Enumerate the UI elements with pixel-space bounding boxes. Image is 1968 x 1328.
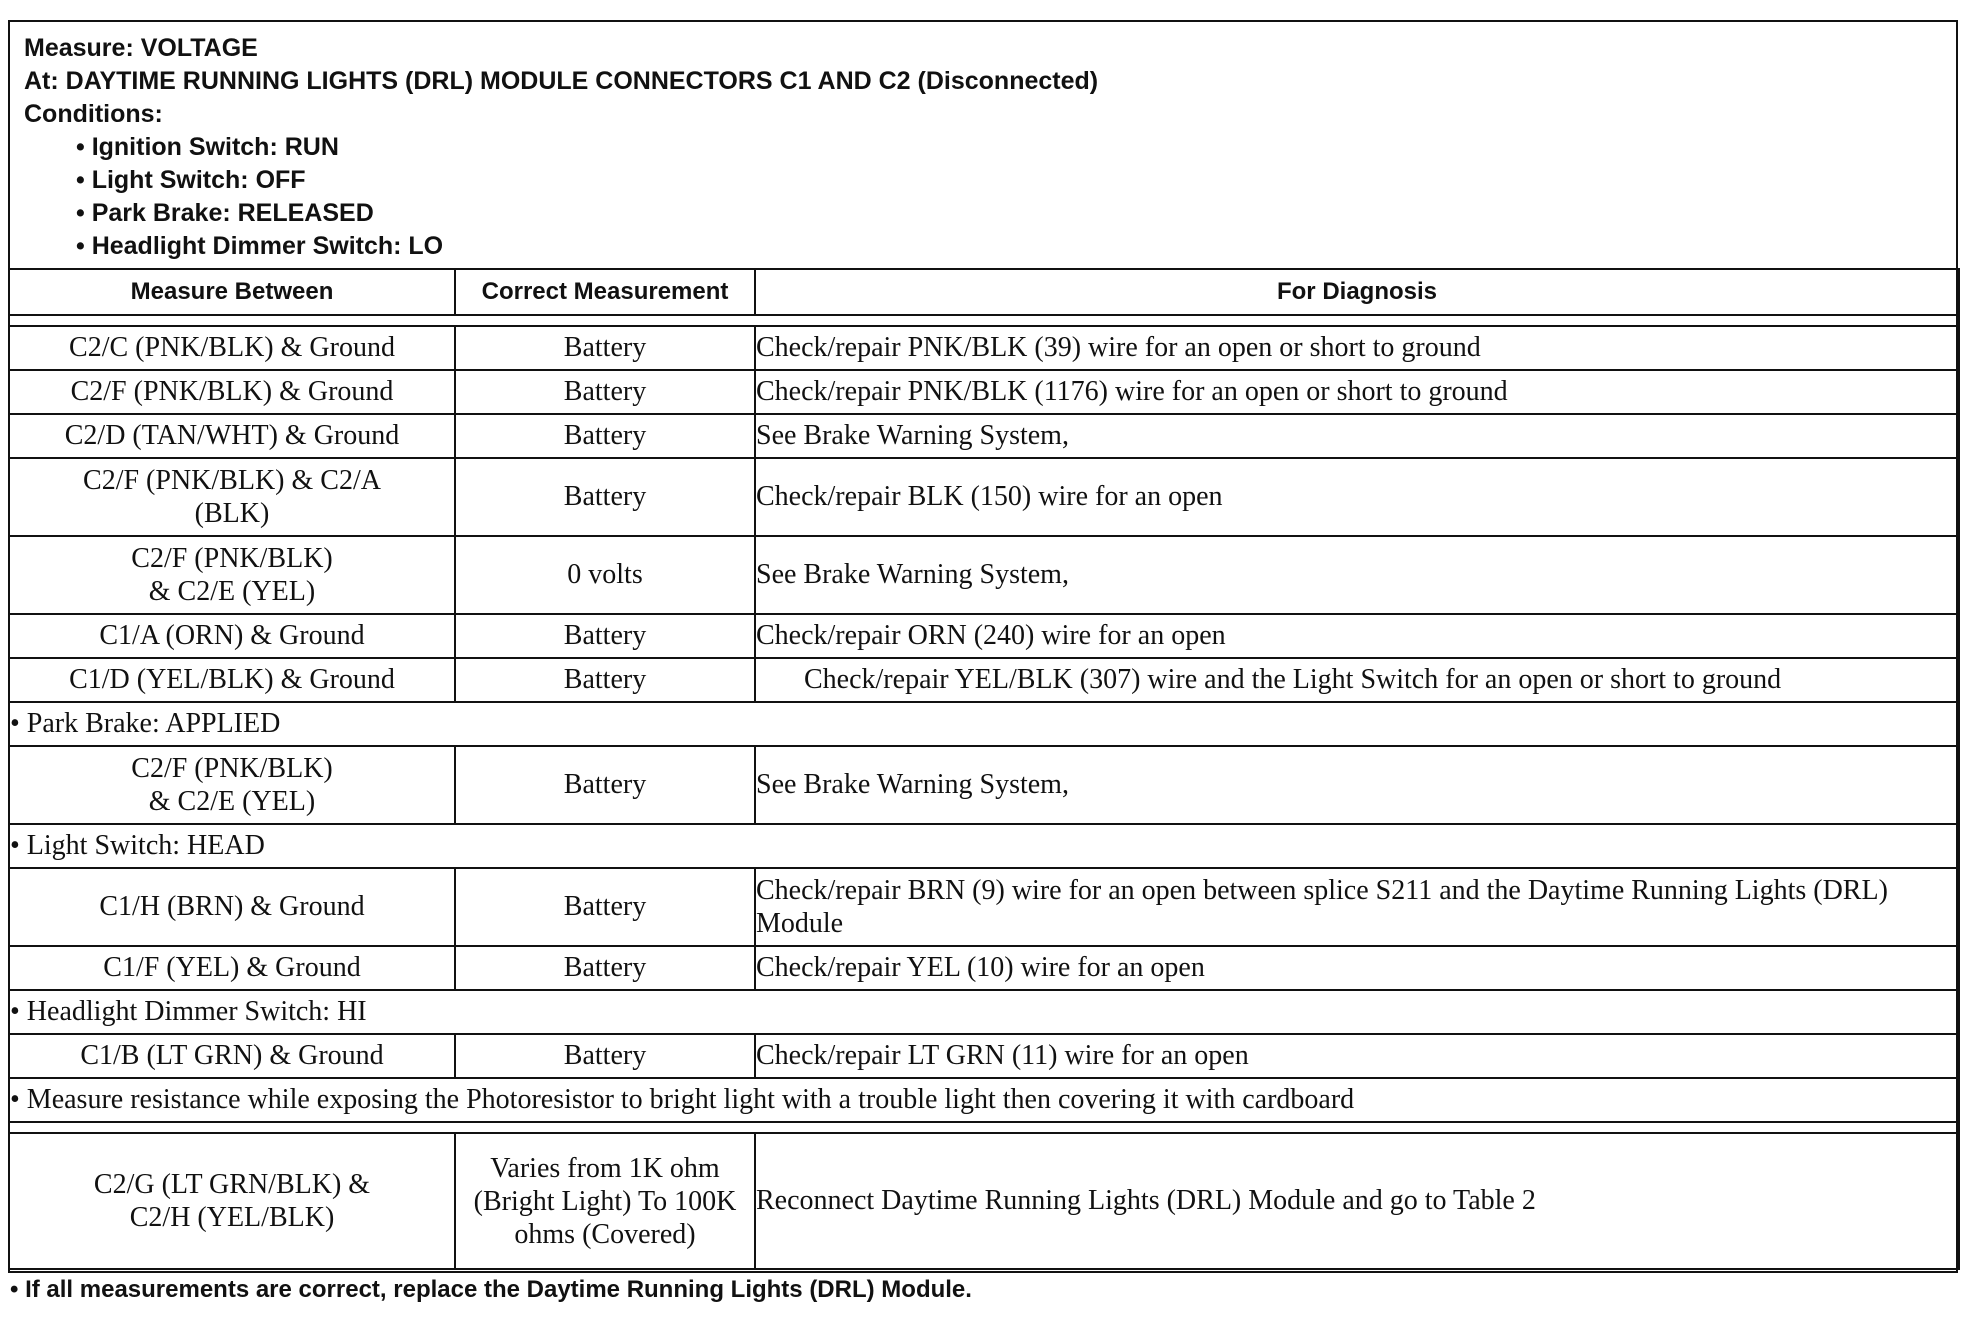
diagnosis-cell: Check/repair YEL/BLK (307) wire and the Light Switch for an open or short to ground <box>755 658 1959 702</box>
condition-note: • Park Brake: APPLIED <box>9 702 1959 746</box>
table-row <box>9 868 1959 946</box>
col-header-correct-measurement: Correct Measurement <box>455 269 755 315</box>
condition-note-row <box>9 824 1959 868</box>
diagnosis-cell: See Brake Warning System, <box>755 536 1959 614</box>
correct-measurement-cell: Battery <box>455 1034 755 1078</box>
table-row <box>9 536 1959 614</box>
diagnosis-cell: See Brake Warning System, <box>755 414 1959 458</box>
diagnosis-cell: Check/repair PNK/BLK (39) wire for an open or short to ground <box>755 326 1959 370</box>
measure-between-cell: C2/C (PNK/BLK) & Ground <box>9 326 455 370</box>
diagnosis-cell: Check/repair PNK/BLK (1176) wire for an open or short to ground <box>755 370 1959 414</box>
correct-measurement-cell: Battery <box>455 414 755 458</box>
diagnosis-cell: Check/repair LT GRN (11) wire for an open <box>755 1034 1959 1078</box>
table-row <box>9 326 1959 370</box>
table-row <box>9 370 1959 414</box>
correct-measurement-cell: Battery <box>455 614 755 658</box>
measure-between-cell: C2/F (PNK/BLK) & C2/A (BLK) <box>9 458 455 536</box>
test-header <box>8 20 1958 263</box>
measure-between-cell: C2/D (TAN/WHT) & Ground <box>9 414 455 458</box>
header-separator <box>9 315 1959 326</box>
measure-between-cell: C2/F (PNK/BLK) & Ground <box>9 370 455 414</box>
condition-note-row <box>9 702 1959 746</box>
table-row <box>9 614 1959 658</box>
condition-note: • Light Switch: HEAD <box>9 824 1959 868</box>
table-row <box>9 946 1959 990</box>
col-header-for-diagnosis: For Diagnosis <box>755 269 1959 315</box>
measure-between-cell: C1/H (BRN) & Ground <box>9 868 455 946</box>
correct-measurement-cell: Battery <box>455 370 755 414</box>
measure-between-cell: C2/F (PNK/BLK) & C2/E (YEL) <box>9 536 455 614</box>
correct-measurement-cell: Battery <box>455 658 755 702</box>
table-row <box>9 746 1959 824</box>
table-row <box>9 658 1959 702</box>
table-row <box>9 1034 1959 1078</box>
diagnosis-cell: Check/repair ORN (240) wire for an open <box>755 614 1959 658</box>
correct-measurement-cell: 0 volts <box>455 536 755 614</box>
table-row <box>9 414 1959 458</box>
at-label: At: DAYTIME RUNNING LIGHTS (DRL) MODULE CONNECTORS C1 AND C2 (Disconnected) <box>24 67 1099 95</box>
correct-measurement-cell: Battery <box>455 868 755 946</box>
correct-measurement-cell: Battery <box>455 458 755 536</box>
correct-measurement-cell: Battery <box>455 946 755 990</box>
condition-note: • Headlight Dimmer Switch: HI <box>9 990 1959 1034</box>
correct-measurement-cell: Varies from 1K ohm (Bright Light) To 100K ohms (Covered) <box>455 1133 755 1269</box>
measure-between-cell: C2/F (PNK/BLK) & C2/E (YEL) <box>9 746 455 824</box>
measure-between-cell: C2/G (LT GRN/BLK) & C2/H (YEL/BLK) <box>9 1133 455 1269</box>
diagnosis-cell: Check/repair BLK (150) wire for an open <box>755 458 1959 536</box>
diagnosis-cell: Check/repair YEL (10) wire for an open <box>755 946 1959 990</box>
measure-between-cell: C1/B (LT GRN) & Ground <box>9 1034 455 1078</box>
condition-item: • Light Switch: OFF <box>76 166 306 194</box>
condition-item: • Park Brake: RELEASED <box>76 199 374 227</box>
measure-between-cell: C1/F (YEL) & Ground <box>9 946 455 990</box>
condition-item: • Headlight Dimmer Switch: LO <box>76 232 444 260</box>
table-row <box>9 1133 1959 1269</box>
table-header-row <box>9 269 1959 315</box>
measure-label: Measure: VOLTAGE <box>24 34 258 62</box>
footer-note: • If all measurements are correct, replace the Daytime Running Lights (DRL) Module. <box>10 1276 972 1303</box>
condition-note: • Measure resistance while exposing the Photoresistor to bright light with a trouble light then covering it with cardboard <box>9 1078 1959 1122</box>
conditions-label: Conditions: <box>24 100 163 128</box>
diagnosis-cell: See Brake Warning System, <box>755 746 1959 824</box>
measure-between-cell: C1/A (ORN) & Ground <box>9 614 455 658</box>
diagnosis-cell: Check/repair BRN (9) wire for an open between splice S211 and the Daytime Running Lights (DRL) Module <box>755 868 1959 946</box>
measure-between-cell: C1/D (YEL/BLK) & Ground <box>9 658 455 702</box>
col-header-measure-between: Measure Between <box>9 269 455 315</box>
diagnosis-cell: Reconnect Daytime Running Lights (DRL) Module and go to Table 2 <box>755 1133 1959 1269</box>
table-row <box>9 458 1959 536</box>
condition-item: • Ignition Switch: RUN <box>76 133 339 161</box>
correct-measurement-cell: Battery <box>455 746 755 824</box>
condition-note-row <box>9 1078 1959 1122</box>
condition-note-row <box>9 990 1959 1034</box>
row-separator <box>9 1122 1959 1133</box>
measurement-table <box>8 268 1960 1270</box>
correct-measurement-cell: Battery <box>455 326 755 370</box>
